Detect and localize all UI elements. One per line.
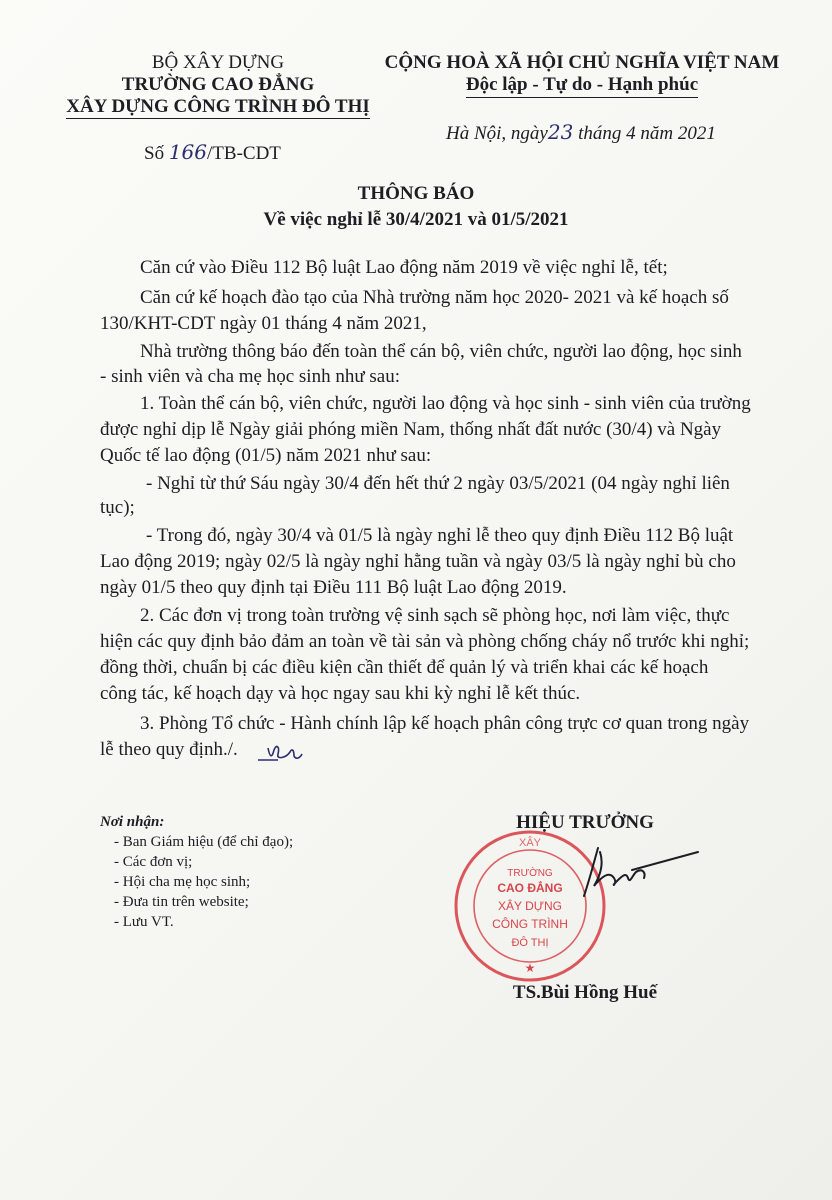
issue-date [446,120,716,145]
number-suffix: /TB-CDT [207,143,281,164]
subitem1-line2: tục); [100,497,135,518]
recipient-item: - Hội cha mẹ học sinh; [114,874,251,890]
item2-line4: công tác, kế hoạch dạy và học ngay sau khi kỳ nghỉ lễ kết thúc. [100,683,581,704]
item2-line2: hiện các quy định bảo đảm an toàn về tài sản và phòng chống cháy nổ trước khi nghỉ; [100,631,750,652]
recipient-item: - Lưu VT. [114,914,174,930]
school-name-line2: XÂY DỰNG CÔNG TRÌNH ĐÔ THỊ [66,96,370,117]
stamp-line3: XÂY DỰNG [497,899,563,913]
ministry-name: BỘ XÂY DỰNG [151,52,285,73]
recipient-item: - Đưa tin trên website; [114,894,249,910]
item1-line3: Quốc tế lao động (01/5) năm 2021 như sau: [100,445,432,466]
handwritten-signature [570,842,700,902]
stamp-line4: CÔNG TRÌNH [492,917,568,931]
date-suffix: tháng 4 năm 2021 [578,123,716,144]
notice-intro-line1: Nhà trường thông báo đến toàn thể cán bộ, viên chức, người lao động, học sinh [140,341,742,362]
issuer-block [48,52,388,118]
subitem2-line2: Lao động 2019; ngày 02/5 là ngày nghỉ hằng tuần và ngày 03/5 là ngày nghỉ bù cho [100,551,736,572]
nation-block [372,52,792,96]
stamp-star-icon: ★ [524,961,536,975]
date-day-handwritten: 23 [547,120,574,144]
subitem1-line1: - Nghỉ từ thứ Sáu ngày 30/4 đến hết thứ 2 ngày 03/5/2021 (04 ngày nghỉ liên [146,473,730,494]
stamp-line1: TRƯỜNG [507,868,553,879]
signer-title: HIỆU TRƯỞNG [516,812,654,833]
item3-line1: 3. Phòng Tổ chức - Hành chính lập kế hoạch phân công trực cơ quan trong ngày [140,713,750,734]
date-prefix: Hà Nội, ngày [446,123,548,144]
item1-line1: 1. Toàn thể cán bộ, viên chức, người lao động và học sinh - sinh viên của trường [140,393,751,414]
number-prefix: Số [144,143,165,164]
document-subtitle: Về việc nghỉ lễ 30/4/2021 và 01/5/2021 [263,209,569,230]
stamp-line5: ĐÔ THỊ [511,937,549,949]
document-title: THÔNG BÁO [357,183,475,204]
subitem2-line1: - Trong đó, ngày 30/4 và 01/5 là ngày nghỉ lễ theo quy định Điều 112 Bộ luật [146,525,734,546]
recipients-block [100,812,430,932]
initial-mark [254,738,304,766]
recipients-label: Nơi nhận: [100,814,165,830]
item1-line2: được nghỉ dịp lễ Ngày giải phóng miền Nam, thống nhất đất nước (30/4) và Ngày [100,419,722,440]
number-handwritten: 166 [168,140,208,164]
basis-paragraph-2-line1: Căn cứ kế hoạch đào tạo của Nhà trường năm học 2020- 2021 và kế hoạch số [140,287,729,308]
basis-paragraph-2-line2: 130/KHT-CDT ngày 01 tháng 4 năm 2021, [100,313,427,334]
recipient-item: - Các đơn vị; [114,854,193,870]
national-motto: Độc lập - Tự do - Hạnh phúc [372,74,792,96]
document-number [144,140,281,165]
stamp-line2: CAO ĐẲNG [497,881,563,895]
recipient-item: - Ban Giám hiệu (để chỉ đạo); [114,834,294,850]
nation-name: CỘNG HOÀ XÃ HỘI CHỦ NGHĨA VIỆT NAM [384,52,780,73]
item2-line1: 2. Các đơn vị trong toàn trường vệ sinh sạch sẽ phòng học, nơi làm việc, thực [140,605,730,626]
school-name-line1: TRƯỜNG CAO ĐẲNG [121,74,315,95]
stamp-ring-text: XÂY [518,837,542,849]
signer-name: TS.Bùi Hồng Huế [512,982,658,1003]
subitem2-line3: ngày 01/5 theo quy định tại Điều 111 Bộ luật Lao động 2019. [100,577,567,598]
item2-line3: đồng thời, chuẩn bị các điều kiện cần thiết để quản lý và triển khai các kế hoạch [100,657,709,678]
basis-paragraph-1: Căn cứ vào Điều 112 Bộ luật Lao động năm 2019 về việc nghỉ lễ, tết; [140,257,668,278]
item3-line2: lễ theo quy định./. [100,739,238,760]
notice-intro-line2: - sinh viên và cha mẹ học sinh như sau: [100,366,400,387]
